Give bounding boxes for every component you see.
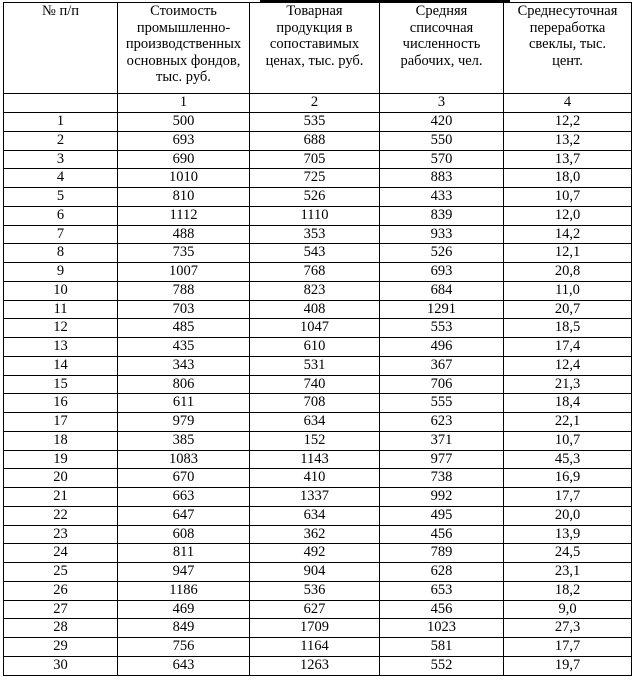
table-row	[4, 150, 632, 169]
beet-processing-cell: 18,5	[504, 319, 632, 338]
row-index-cell: 15	[4, 375, 118, 394]
fixed-assets-cell: 1010	[118, 169, 250, 188]
table-row	[4, 431, 632, 450]
fixed-assets-cell: 647	[118, 506, 250, 525]
header-line: промышленно-	[136, 19, 231, 36]
header-line: численность	[402, 36, 481, 52]
header-cell-index	[4, 3, 118, 94]
row-index-cell: 11	[4, 300, 118, 319]
beet-processing-cell: 17,7	[504, 488, 632, 507]
fixed-assets-cell: 643	[118, 656, 250, 675]
fixed-assets-cell: 693	[118, 131, 250, 150]
fixed-assets-cell: 488	[118, 225, 250, 244]
table-row	[4, 581, 632, 600]
beet-processing-cell: 27,3	[504, 619, 632, 638]
workers-cell: 839	[380, 206, 504, 225]
fixed-assets-cell: 469	[118, 600, 250, 619]
row-index-cell: 26	[4, 581, 118, 600]
beet-processing-cell: 9,0	[504, 600, 632, 619]
output-cell: 688	[250, 131, 380, 150]
row-index-cell: 9	[4, 263, 118, 282]
fixed-assets-cell: 485	[118, 319, 250, 338]
output-cell: 1110	[250, 206, 380, 225]
header-line: Товарная	[286, 3, 343, 19]
fixed-assets-cell: 608	[118, 525, 250, 544]
table-row	[4, 281, 632, 300]
header-cell-output	[250, 3, 380, 94]
output-cell: 353	[250, 225, 380, 244]
row-index-cell: 6	[4, 206, 118, 225]
workers-cell: 933	[380, 225, 504, 244]
table-row	[4, 469, 632, 488]
fixed-assets-cell: 1007	[118, 263, 250, 282]
beet-processing-cell: 12,4	[504, 356, 632, 375]
header-line: Стоимость	[150, 3, 217, 19]
header-cell-beet-processing	[504, 3, 632, 94]
beet-processing-cell: 14,2	[504, 225, 632, 244]
beet-processing-cell: 17,4	[504, 338, 632, 357]
header-line: списочная	[409, 19, 474, 36]
fixed-assets-cell: 343	[118, 356, 250, 375]
workers-cell: 367	[380, 356, 504, 375]
header-line: основных фондов,	[126, 52, 241, 69]
fixed-assets-cell: 788	[118, 281, 250, 300]
beet-processing-cell: 20,8	[504, 263, 632, 282]
table-row	[4, 413, 632, 432]
fixed-assets-cell: 703	[118, 300, 250, 319]
row-index-cell: 13	[4, 338, 118, 357]
beet-processing-cell: 20,7	[504, 300, 632, 319]
row-index-cell: 8	[4, 244, 118, 263]
fixed-assets-cell: 806	[118, 375, 250, 394]
output-cell: 823	[250, 281, 380, 300]
column-number-cell: 4	[504, 94, 632, 113]
workers-cell: 371	[380, 431, 504, 450]
beet-processing-cell: 19,7	[504, 656, 632, 675]
output-cell: 1164	[250, 638, 380, 657]
column-number-cell: 2	[250, 94, 380, 113]
row-index-cell: 27	[4, 600, 118, 619]
header-cell-workers	[380, 3, 504, 94]
fixed-assets-cell: 756	[118, 638, 250, 657]
workers-cell: 1291	[380, 300, 504, 319]
beet-processing-cell: 18,2	[504, 581, 632, 600]
workers-cell: 992	[380, 488, 504, 507]
workers-cell: 555	[380, 394, 504, 413]
row-index-cell: 18	[4, 431, 118, 450]
row-index-cell: 2	[4, 131, 118, 150]
workers-cell: 496	[380, 338, 504, 357]
workers-cell: 420	[380, 113, 504, 132]
workers-cell: 789	[380, 544, 504, 563]
beet-processing-cell: 13,7	[504, 150, 632, 169]
workers-cell: 552	[380, 656, 504, 675]
table-row	[4, 263, 632, 282]
row-index-cell: 5	[4, 188, 118, 207]
fixed-assets-cell: 500	[118, 113, 250, 132]
row-index-cell: 14	[4, 356, 118, 375]
table-row	[4, 600, 632, 619]
column-number-cell: 3	[380, 94, 504, 113]
beet-processing-cell: 24,5	[504, 544, 632, 563]
beet-processing-cell: 12,1	[504, 244, 632, 263]
beet-processing-cell: 20,0	[504, 506, 632, 525]
row-index-cell: 23	[4, 525, 118, 544]
table-row	[4, 619, 632, 638]
header-line: переработка	[529, 19, 606, 36]
fixed-assets-cell: 849	[118, 619, 250, 638]
output-cell: 725	[250, 169, 380, 188]
row-index-cell: 24	[4, 544, 118, 563]
workers-cell: 456	[380, 525, 504, 544]
fixed-assets-cell: 663	[118, 488, 250, 507]
output-cell: 1337	[250, 488, 380, 507]
table-row	[4, 113, 632, 132]
fixed-assets-cell: 385	[118, 431, 250, 450]
output-cell: 492	[250, 544, 380, 563]
workers-cell: 706	[380, 375, 504, 394]
row-index-cell: 16	[4, 394, 118, 413]
workers-cell: 628	[380, 563, 504, 582]
table-row	[4, 394, 632, 413]
output-cell: 362	[250, 525, 380, 544]
table-row	[4, 225, 632, 244]
output-cell: 535	[250, 113, 380, 132]
beet-processing-cell: 13,9	[504, 525, 632, 544]
beet-processing-cell: 10,7	[504, 188, 632, 207]
beet-processing-cell: 16,9	[504, 469, 632, 488]
table-row	[4, 525, 632, 544]
output-cell: 904	[250, 563, 380, 582]
header-line: тыс. руб.	[156, 69, 211, 85]
table-body	[4, 113, 632, 676]
row-index-cell: 21	[4, 488, 118, 507]
fixed-assets-cell: 1186	[118, 581, 250, 600]
output-cell: 531	[250, 356, 380, 375]
fixed-assets-cell: 811	[118, 544, 250, 563]
header-line: рабочих, чел.	[400, 52, 483, 69]
output-cell: 768	[250, 263, 380, 282]
beet-processing-cell: 18,4	[504, 394, 632, 413]
table-row	[4, 656, 632, 675]
row-index-cell: 22	[4, 506, 118, 525]
table-row	[4, 375, 632, 394]
workers-cell: 526	[380, 244, 504, 263]
fixed-assets-cell: 670	[118, 469, 250, 488]
workers-cell: 684	[380, 281, 504, 300]
fixed-assets-cell: 947	[118, 563, 250, 582]
output-cell: 410	[250, 469, 380, 488]
table-row	[4, 169, 632, 188]
column-number-cell	[4, 94, 118, 113]
output-cell: 627	[250, 600, 380, 619]
table-row	[4, 338, 632, 357]
row-index-cell: 19	[4, 450, 118, 469]
row-index-cell: 4	[4, 169, 118, 188]
fixed-assets-cell: 735	[118, 244, 250, 263]
row-index-cell: 28	[4, 619, 118, 638]
header-line: свеклы, тыс.	[528, 36, 607, 52]
row-index-cell: 3	[4, 150, 118, 169]
beet-processing-cell: 45,3	[504, 450, 632, 469]
header-line: сопоставимых	[269, 36, 360, 52]
row-index-cell: 10	[4, 281, 118, 300]
fixed-assets-cell: 810	[118, 188, 250, 207]
fixed-assets-cell: 1112	[118, 206, 250, 225]
row-index-cell: 12	[4, 319, 118, 338]
header-cell-fixed-assets	[118, 3, 250, 94]
column-number-row	[4, 94, 632, 113]
output-cell: 634	[250, 506, 380, 525]
row-index-cell: 30	[4, 656, 118, 675]
table-row	[4, 506, 632, 525]
output-cell: 634	[250, 413, 380, 432]
row-index-cell: 29	[4, 638, 118, 657]
workers-cell: 433	[380, 188, 504, 207]
beet-processing-cell: 12,2	[504, 113, 632, 132]
fixed-assets-cell: 611	[118, 394, 250, 413]
workers-cell: 553	[380, 319, 504, 338]
output-cell: 1143	[250, 450, 380, 469]
header-row	[4, 3, 632, 94]
table-row	[4, 319, 632, 338]
table-row	[4, 563, 632, 582]
table-row	[4, 488, 632, 507]
beet-processing-cell: 18,0	[504, 169, 632, 188]
beet-processing-cell: 13,2	[504, 131, 632, 150]
workers-cell: 495	[380, 506, 504, 525]
workers-cell: 456	[380, 600, 504, 619]
beet-processing-cell: 11,0	[504, 281, 632, 300]
table-row	[4, 244, 632, 263]
table-row	[4, 450, 632, 469]
beet-processing-cell: 23,1	[504, 563, 632, 582]
row-index-cell: 20	[4, 469, 118, 488]
beet-processing-cell: 22,1	[504, 413, 632, 432]
header-line: цент.	[552, 52, 583, 69]
workers-cell: 977	[380, 450, 504, 469]
workers-cell: 1023	[380, 619, 504, 638]
table-row	[4, 131, 632, 150]
header-line: № п/п	[41, 3, 79, 19]
column-number-cell: 1	[118, 94, 250, 113]
row-index-cell: 7	[4, 225, 118, 244]
output-cell: 526	[250, 188, 380, 207]
output-cell: 152	[250, 431, 380, 450]
workers-cell: 693	[380, 263, 504, 282]
row-index-cell: 1	[4, 113, 118, 132]
output-cell: 740	[250, 375, 380, 394]
output-cell: 708	[250, 394, 380, 413]
workers-cell: 653	[380, 581, 504, 600]
header-line: Средняя	[415, 3, 468, 19]
table-row	[4, 544, 632, 563]
workers-cell: 883	[380, 169, 504, 188]
beet-processing-cell: 21,3	[504, 375, 632, 394]
header-line: ценах, тыс. руб.	[265, 52, 364, 69]
output-cell: 1709	[250, 619, 380, 638]
output-cell: 1047	[250, 319, 380, 338]
beet-processing-cell: 17,7	[504, 638, 632, 657]
workers-cell: 738	[380, 469, 504, 488]
output-cell: 536	[250, 581, 380, 600]
row-index-cell: 17	[4, 413, 118, 432]
workers-cell: 623	[380, 413, 504, 432]
workers-cell: 581	[380, 638, 504, 657]
table-row	[4, 300, 632, 319]
fixed-assets-cell: 435	[118, 338, 250, 357]
output-cell: 705	[250, 150, 380, 169]
data-table	[3, 2, 632, 676]
beet-processing-cell: 10,7	[504, 431, 632, 450]
table-row	[4, 638, 632, 657]
workers-cell: 570	[380, 150, 504, 169]
fixed-assets-cell: 690	[118, 150, 250, 169]
fixed-assets-cell: 979	[118, 413, 250, 432]
output-cell: 543	[250, 244, 380, 263]
header-line: производственных	[125, 36, 242, 52]
output-cell: 408	[250, 300, 380, 319]
workers-cell: 550	[380, 131, 504, 150]
table-row	[4, 188, 632, 207]
output-cell: 1263	[250, 656, 380, 675]
table-row	[4, 356, 632, 375]
header-line: продукция в	[276, 19, 353, 36]
fixed-assets-cell: 1083	[118, 450, 250, 469]
beet-processing-cell: 12,0	[504, 206, 632, 225]
output-cell: 610	[250, 338, 380, 357]
table-row	[4, 206, 632, 225]
header-line: Среднесуточная	[517, 3, 618, 19]
row-index-cell: 25	[4, 563, 118, 582]
